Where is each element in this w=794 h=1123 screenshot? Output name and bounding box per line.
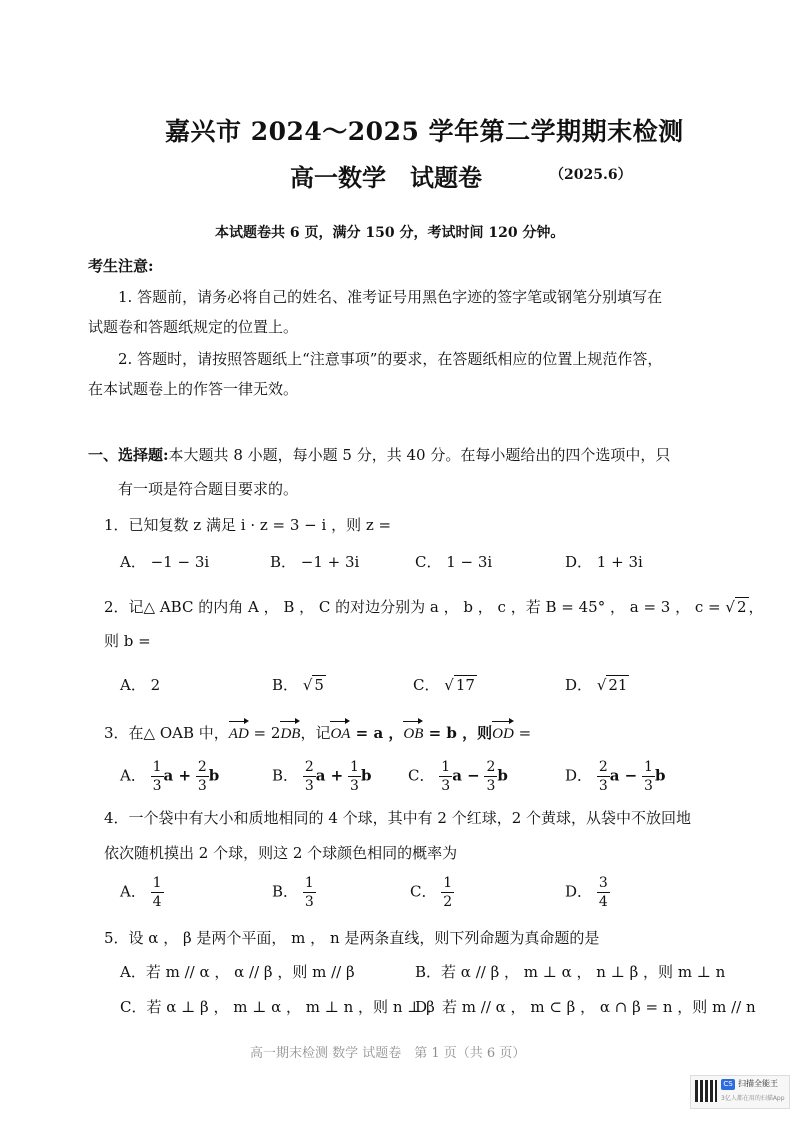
question-1-text: 1．已知复数 z 满足 i · z = 3 − i ，则 z = (104, 516, 392, 534)
frac-num: 1 (443, 875, 453, 891)
question-5-text: 5．设 α ， β 是两个平面， m ， n 是两条直线，则下列命题为真命题的是 (104, 929, 600, 947)
question-2-line-2: 则 b = (104, 632, 151, 650)
question-2-option-d-label: D． (565, 676, 593, 694)
question-3-text (104, 722, 531, 745)
question-2-option-b: B． √ 5 (272, 676, 324, 694)
frac-den: 3 (598, 778, 608, 794)
option-label: B． (272, 882, 299, 901)
vector-db: DB (280, 723, 300, 745)
page-footer: 高一期末检测 数学 试题卷 第 1 页（共 6 页） (250, 1046, 526, 1061)
frac-den: 3 (350, 778, 359, 794)
frac-num: 1 (152, 875, 162, 891)
section-1-heading: 一、选择题: (88, 446, 169, 464)
question-3-eq-end: = (513, 724, 532, 742)
frac-num: 2 (598, 759, 608, 775)
question-5-option-d: D．若 m // α ， m ⊂ β ， α ∩ β = n ，则 m // n (415, 998, 756, 1016)
option-label: C． (408, 766, 435, 785)
question-3-eq2: = 2 (248, 724, 281, 742)
section-1-desc-line-1 (88, 444, 670, 466)
frac-num: 1 (644, 759, 653, 775)
option-mid: a − (609, 766, 638, 785)
scanner-title: 扫描全能王 (738, 1079, 778, 1088)
notice-heading: 考生注意: (88, 257, 154, 275)
question-2-text: 2．记△ ABC 的内角 A ， B ， C 的对边分别为 a ， b ， c ，若 B = 45° ， a = 3 ， c = (104, 598, 721, 616)
option-label: A． (120, 882, 146, 901)
question-2-c-sqrt: √ 2 (725, 598, 747, 616)
frac-den: 3 (441, 778, 451, 794)
frac-num: 3 (598, 875, 608, 891)
frac-num: 1 (350, 759, 359, 775)
exam-subtitle: 高一数学 试题卷 (290, 163, 482, 192)
question-4-option-a (120, 876, 164, 909)
question-3-option-d (565, 760, 665, 793)
frac-den: 3 (486, 778, 496, 794)
vector-ad: AD (229, 723, 249, 745)
question-5-option-c: C．若 α ⊥ β ， m ⊥ α ， m ⊥ n ，则 n ⊥ β (120, 998, 435, 1016)
exam-date: （2025.6） (550, 167, 632, 183)
question-3-eq-a: = a ， (350, 724, 404, 742)
question-1-option-d: D． 1 + 3i (565, 553, 643, 571)
question-2-option-b-label: B． (272, 676, 299, 694)
scanner-badge (690, 1075, 790, 1109)
question-2-option-a-label: A． (120, 676, 146, 694)
question-4-option-b (272, 876, 316, 909)
option-label: D． (565, 882, 593, 901)
notice-item-1-line-1: 1. 答题前，请务必将自己的姓名、准考证号用黑色字迹的签字笔或钢笔分别填写在 (118, 288, 663, 306)
frac-den: 3 (152, 778, 162, 794)
question-3-option-a (120, 760, 219, 793)
scanner-subtitle: 3亿人都在用的扫描App (721, 1095, 785, 1102)
frac-num: 2 (486, 759, 496, 775)
vector-oa: OA (330, 723, 350, 745)
frac-den: 3 (304, 894, 314, 910)
question-1-option-c: C． 1 − 3i (415, 553, 493, 571)
exam-title: 嘉兴市 2024～2025 学年第二学期期末检测 (165, 117, 684, 146)
question-2-line-1: 2．记△ ABC 的内角 A ， B ， C 的对边分别为 a ， b ， c ，若 B = 45° ， a = 3 ， c = √ 2 ， (104, 598, 764, 616)
question-3-eq-b: = b ，则 (423, 724, 493, 742)
vector-ob: OB (403, 723, 423, 745)
question-5-option-b: B．若 α // β ， m ⊥ α ， n ⊥ β ，则 m ⊥ n (415, 963, 726, 981)
exam-intro: 本试题卷共 6 页，满分 150 分，考试时间 120 分钟。 (215, 225, 565, 241)
option-mid: a − (452, 766, 480, 785)
section-1-desc: 本大题共 8 小题，每小题 5 分，共 40 分。在每小题给出的四个选项中，只 (168, 446, 671, 464)
question-2-option-c-label: C． (413, 676, 440, 694)
option-label: D． (565, 766, 593, 785)
question-4-option-d (565, 876, 610, 909)
question-5-option-a: A．若 m // α ， α // β ，则 m // β (120, 963, 355, 981)
question-3-mid: ，记 (300, 724, 331, 742)
vector-od: OD (492, 723, 514, 745)
question-4-line-2: 依次随机摸出 2 个球，则这 2 个球颜色相同的概率为 (104, 844, 458, 862)
frac-num: 2 (197, 759, 207, 775)
option-end: b (208, 766, 220, 785)
option-end: b (497, 766, 508, 785)
option-end: b (654, 766, 666, 785)
frac-num: 1 (304, 875, 314, 891)
notice-item-1-line-2: 试题卷和答题纸规定的位置上。 (88, 318, 299, 336)
frac-num: 2 (304, 759, 314, 775)
notice-item-2-line-1: 2. 答题时，请按照答题纸上“注意事项”的要求，在答题纸相应的位置上规范作答， (118, 350, 663, 368)
notice-item-2-line-2: 在本试题卷上的作答一律无效。 (88, 380, 299, 398)
option-mid: a + (163, 766, 192, 785)
question-2-option-a (120, 674, 160, 695)
question-2-option-c-value: 17 (455, 676, 475, 694)
option-end: b (360, 766, 372, 785)
question-4-line-1: 4．一个袋中有大小和质地相同的 4 个球，其中有 2 个红球，2 个黄球，从袋中不放回地 (104, 809, 692, 827)
question-3-option-b (272, 760, 371, 793)
question-2-option-d: D． √ 21 (565, 676, 628, 694)
question-4-option-c (410, 876, 454, 909)
frac-den: 3 (644, 778, 653, 794)
frac-den: 4 (598, 894, 608, 910)
qr-code-icon (695, 1080, 717, 1102)
question-1-option-a: A． −1 − 3i (120, 553, 210, 571)
frac-den: 4 (152, 894, 162, 910)
section-1-desc-line-2: 有一项是符合题目要求的。 (118, 480, 299, 498)
question-2-option-a-value: 2 (150, 676, 161, 694)
scanner-logo: CS (721, 1079, 735, 1090)
option-label: B． (272, 766, 299, 785)
option-label: C． (410, 882, 437, 901)
question-1-option-b: B． −1 + 3i (270, 553, 360, 571)
frac-num: 1 (441, 759, 451, 775)
question-2-option-b-value: 5 (314, 676, 324, 694)
option-mid: a + (315, 766, 344, 785)
question-3-option-c (408, 760, 508, 793)
frac-den: 2 (443, 894, 453, 910)
question-2-option-c: C． √ 17 (413, 676, 475, 694)
question-2-option-d-value: 21 (608, 676, 628, 694)
question-3-prefix: 3．在△ OAB 中， (104, 724, 229, 742)
option-label: A． (120, 766, 146, 785)
frac-den: 3 (197, 778, 207, 794)
question-2-c-value: 2 (736, 598, 747, 616)
frac-den: 3 (304, 778, 314, 794)
frac-num: 1 (152, 759, 162, 775)
